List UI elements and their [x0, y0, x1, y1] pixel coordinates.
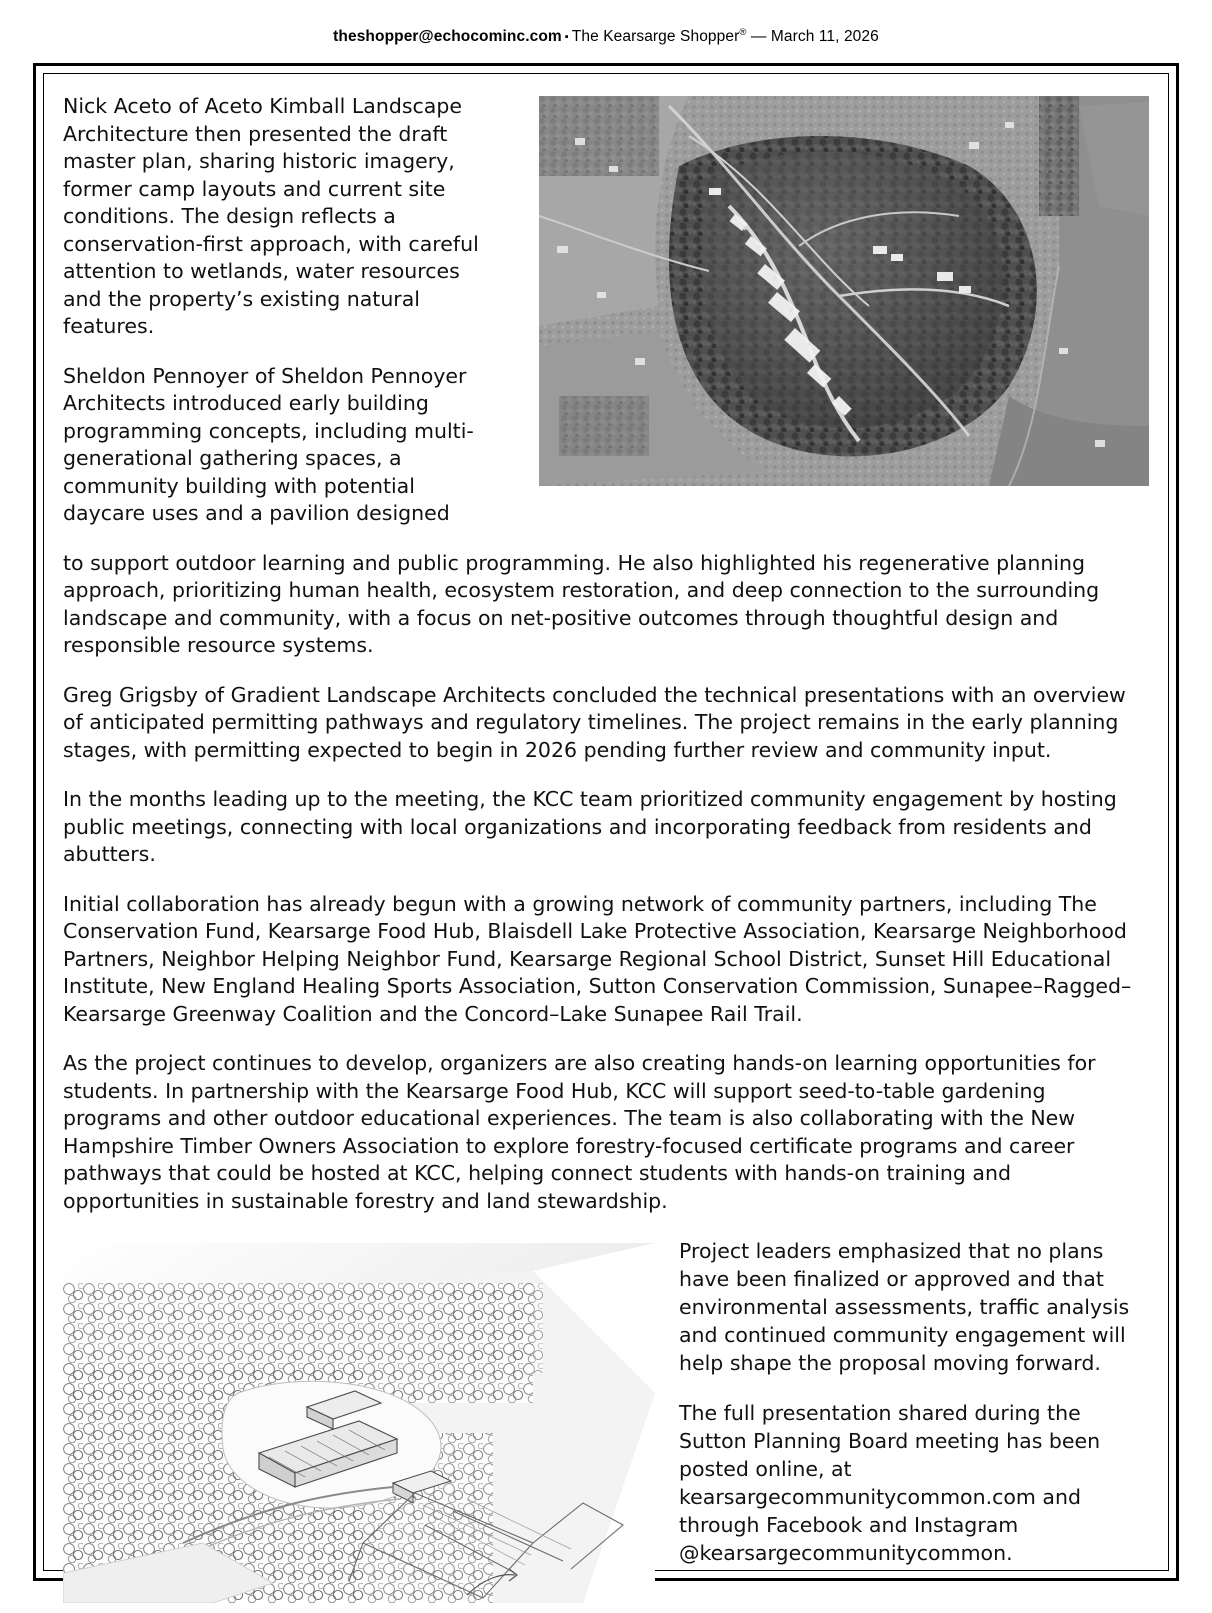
paragraph-students: As the project continues to develop, organizers are also creating hands-on learning opportunities for students. In partnership with the Kearsarge Food Hub, KCC will support seed-to-table gardening programs and other outdoor educational experiences. The team is also collaborating with the New Hampshire Timber Owners Association to explore forestry-focused certificate programs and career pathways that could be hosted at KCC, helping connect students with hands-on training and opportunities in sustainable forestry and land stewardship. [63, 1051, 1096, 1213]
architectural-perspective-sketch [63, 1243, 655, 1603]
masthead-date: — March 11, 2026 [750, 28, 879, 46]
paragraph-pennoyer-rest: to support outdoor learning and public programming. He also highlighted his regenerative planning approach, prioritizing human health, ecosystem restoration, and deep connection to the surrounding landscape and community, with a focus on net-positive outcomes through thoughtful design and responsible resource systems. [63, 550, 1100, 657]
paragraph-partners: Initial collaboration has already begun with a growing network of community partners, including The Conservation Fund, Kearsarge Food Hub, Blaisdell Lake Protective Association, Kearsarge Neighborhood Partners, Neighbor Helping Neighbor Fund, Kearsarge Regional School District, Sunset Hill Educational Institute, New England Healing Sports Association, Sutton Conservation Commission, Sunapee–Ragged–Kearsarge Greenway Coalition and the Concord–Lake Sunapee Rail Trail. [63, 891, 1132, 1026]
article-content [63, 93, 1149, 1565]
paragraph-no-plans-finalized: Project leaders emphasized that no plans have been finalized or approved and that environmental assessments, traffic analysis and continued community engagement will help shape the proposal moving forward. [679, 1239, 1130, 1375]
bottom-section [63, 1237, 1149, 1613]
paragraph-intro: Nick Aceto of Aceto Kimball Landscape Architecture then presented the draft master plan, sharing historic imagery, former camp layouts and current site conditions. The design reflects a conservation-first approach, with careful attention to wetlands, water resources and the property’s existing natural features. [63, 94, 479, 338]
bottom-text-column [679, 1237, 1149, 1567]
intro-column [63, 93, 493, 528]
sketch-graphic [63, 1243, 655, 1603]
paragraph-pennoyer-top: Sheldon Pennoyer of Sheldon Pennoyer Architects introduced early building programming concepts, including multi-generational gathering spaces, a community building with potential daycare uses and a pavilion designed [63, 363, 474, 525]
paragraph-presentation-online: The full presentation shared during the Sutton Planning Board meeting has been posted online, at kearsargecommunitycommon.com and through Facebook and Instagram @kearsargecommunitycommon. [679, 1401, 1101, 1565]
paragraph-engagement: In the months leading up to the meeting, the KCC team prioritized community engagement by hosting public meetings, connecting with local organizations and incorporating feedback from residents and abutters. [63, 787, 1117, 866]
aerial-site-plan-photo [539, 96, 1149, 486]
masthead-email: theshopper@echocominc.com [333, 28, 562, 46]
page-masthead [0, 27, 1212, 46]
top-section [63, 93, 1149, 550]
paragraph-grigsby: Greg Grigsby of Gradient Landscape Architects concluded the technical presentations with an overview of anticipated permitting pathways and regulatory timelines. The project remains in the early planning stages, with permitting expected to begin in 2026 pending further review and community input. [63, 682, 1126, 762]
masthead-separator: ▪ [564, 31, 569, 44]
masthead-publication: The Kearsarge Shopper [571, 28, 740, 46]
registered-mark-icon: ® [739, 27, 747, 38]
aerial-photo-graphic [539, 96, 1149, 486]
